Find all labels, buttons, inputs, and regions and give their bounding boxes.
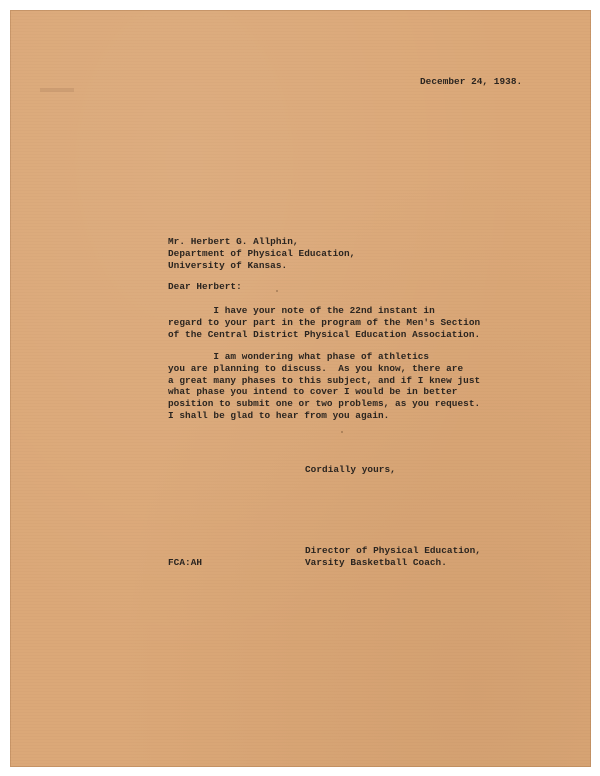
paper-speck — [341, 431, 343, 433]
faded-stamp-mark — [40, 88, 74, 92]
salutation: Dear Herbert: — [168, 281, 242, 292]
address-line: Mr. Herbert G. Allphin, — [168, 236, 299, 247]
signature-block — [305, 545, 481, 569]
address-line: Department of Physical Education, — [168, 247, 356, 259]
body-paragraph-2 — [168, 351, 480, 422]
recipient-address — [168, 236, 355, 271]
paragraph-line: I am wondering what phase of athletics — [168, 351, 430, 362]
paragraph-line: position to submit one or two problems, as you request. — [168, 398, 481, 410]
paragraph-line: of the Central District Physical Education Association. — [168, 328, 481, 340]
paper-speck — [412, 392, 414, 394]
paragraph-line: I shall be glad to hear from you again. — [168, 409, 390, 421]
body-paragraph-1 — [168, 305, 480, 340]
signature-title-line: Director of Physical Education, — [305, 545, 481, 556]
paragraph-line: regard to your part in the program of the Men's Section — [168, 316, 481, 328]
paragraph-line: I have your note of the 22nd instant in — [168, 305, 435, 316]
paragraph-line: a great many phases to this subject, and if I knew just — [168, 374, 481, 386]
letter-date: December 24, 1938. — [420, 76, 523, 87]
paper-speck — [276, 290, 278, 292]
paragraph-line: what phase you intend to cover I would be in better — [168, 386, 458, 398]
reference-initials: FCA:AH — [168, 557, 203, 568]
complimentary-closing: Cordially yours, — [305, 464, 396, 475]
address-line: University of Kansas. — [168, 259, 288, 271]
paragraph-line: you are planning to discuss. As you know, there are — [168, 362, 464, 374]
signature-title-line: Varsity Basketball Coach. — [305, 556, 447, 568]
